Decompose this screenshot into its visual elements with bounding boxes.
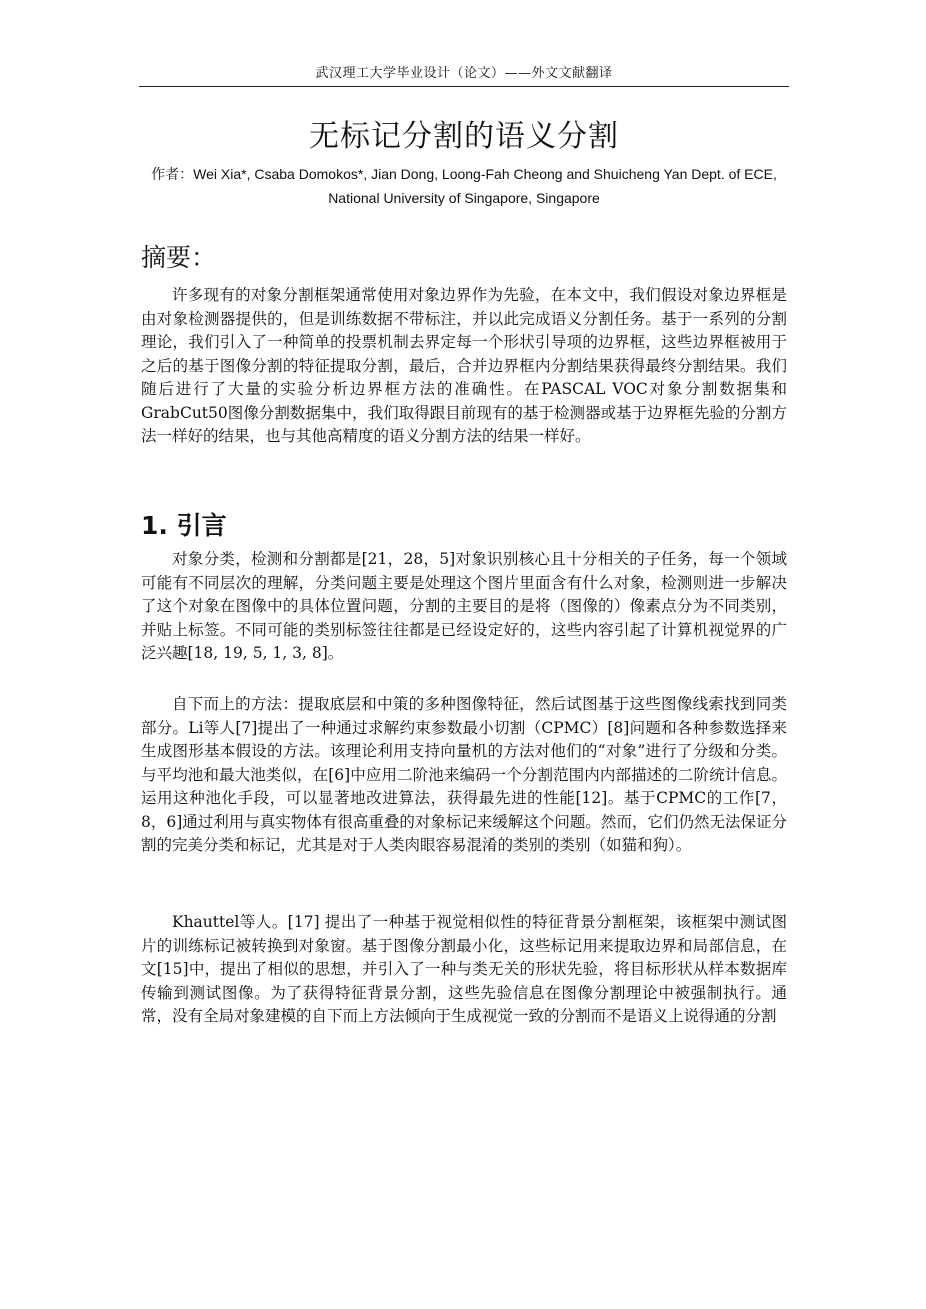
author-block	[139, 162, 789, 210]
author-line-2: National University of Singapore, Singapore	[328, 190, 600, 206]
header-rule	[139, 86, 789, 87]
abstract-heading: 摘要：	[141, 243, 217, 272]
paper-title: 无标记分割的语义分割	[309, 119, 619, 154]
section-heading-introduction: 1. 引言	[141, 511, 227, 540]
intro-paragraph-3: Khauttel等人。[17] 提出了一种基于视觉相似性的特征背景分割框架，该框架中测试图片的训练标记被转换到对象窗。基于图像分割最小化，这些标记用来提取边界和局部信息，在文[15]中，提出了相似的思想，并引入了一种与类无关的形状先验，将目标形状从样本数据库传输到测试图像。为了获得特征背景分割，这些先验信息在图像分割理论中被强制执行。通常，没有全局对象建模的自下而上方法倾向于生成视觉一致的分割而不是语义上说得通的分割	[141, 913, 787, 1025]
intro-paragraph-1: 对象分类，检测和分割都是[21，28，5]对象识别核心且十分相关的子任务，每一个领域可能有不同层次的理解，分类问题主要是处理这个图片里面含有什么对象，检测则进一步解决了这个对象在图像中的具体位置问题，分割的主要目的是将（图像的）像素点分为不同类别，并贴上标签。不同可能的类别标签往往都是已经设定好的，这些内容引起了计算机视觉界的广泛兴趣[18, 19, 5, 1, 3, 8]。	[141, 550, 787, 662]
running-header: 武汉理工大学毕业设计（论文）——外文文献翻译	[315, 66, 613, 81]
author-line-1: 作者：Wei Xia*, Csaba Domokos*, Jian Dong, Loong-Fah Cheong and Shuicheng Yan Dept. of ECE,	[151, 166, 777, 182]
abstract-paragraph: 许多现有的对象分割框架通常使用对象边界作为先验，在本文中，我们假设对象边界框是由对象检测器提供的，但是训练数据不带标注，并以此完成语义分割任务。基于一系列的分割理论，我们引入了一种简单的投票机制去界定每一个形状引导项的边界框，这些边界框被用于之后的基于图像分割的特征提取分割，最后，合并边界框内分割结果获得最终分割结果。我们随后进行了大量的实验分析边界框方法的准确性。在PASCAL VOC对象分割数据集和GrabCut50图像分割数据集中，我们取得跟目前现有的基于检测器或基于边界框先验的分割方法一样好的结果，也与其他高精度的语义分割方法的结果一样好。	[141, 286, 787, 445]
intro-paragraph-2: 自下而上的方法：提取底层和中策的多种图像特征，然后试图基于这些图像线索找到同类部分。Li等人[7]提出了一种通过求解约束参数最小切割（CPMC）[8]问题和各种参数选择来生成图形基本假设的方法。该理论利用支持向量机的方法对他们的“对象”进行了分级和分类。与平均池和最大池类似，在[6]中应用二阶池来编码一个分割范围内内部描述的二阶统计信息。运用这种池化手段，可以显著地改进算法，获得最先进的性能[12]。基于CPMC的工作[7，8，6]通过利用与真实物体有很高重叠的对象标记来缓解这个问题。然而，它们仍然无法保证分割的完美分类和标记，尤其是对于人类肉眼容易混淆的类别的类别（如猫和狗）。	[141, 695, 787, 854]
